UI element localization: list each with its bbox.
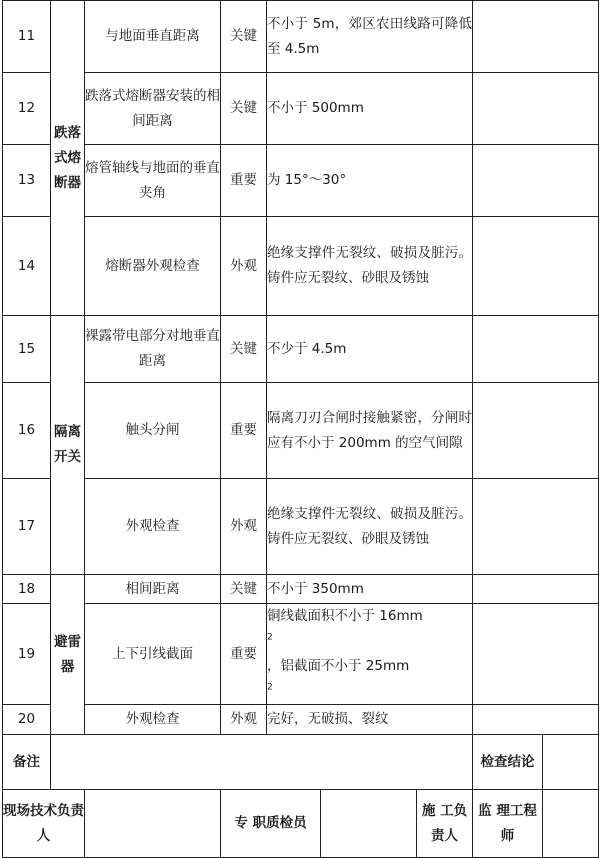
- row-number: 13: [3, 145, 51, 217]
- category-arrester: 避雷器: [51, 575, 85, 735]
- check-level: 关键: [221, 1, 267, 73]
- table-row: [3, 73, 599, 145]
- category-switch: 隔离开关: [51, 316, 85, 575]
- table-row: [3, 604, 599, 705]
- qc-signature[interactable]: [321, 790, 417, 858]
- result-cell: [473, 316, 599, 383]
- requirement: 不小于 5m，郊区农田线路可降低至 4.5m: [267, 1, 473, 73]
- table-row: [3, 383, 599, 479]
- row-number: 18: [3, 575, 51, 604]
- category-fuse: 跌落式熔断器: [51, 1, 85, 316]
- table-row: [3, 705, 599, 735]
- row-number: 17: [3, 479, 51, 575]
- result-cell: [473, 1, 599, 73]
- requirement: 绝缘支撑件无裂纹、破损及脏污。铸件应无裂纹、砂眼及锈蚀: [267, 479, 473, 575]
- requirement: 铜线截面积不小于 16mm $^2$ ，铝截面不小于 25mm $^2$: [267, 604, 473, 705]
- requirement: 不少于 4.5m: [267, 316, 473, 383]
- requirement: 为 15°～30°: [267, 145, 473, 217]
- remarks-field[interactable]: [51, 735, 473, 790]
- remarks-row: [3, 735, 599, 790]
- table-row: [3, 575, 599, 604]
- check-level: 关键: [221, 575, 267, 604]
- result-cell: [473, 217, 599, 316]
- table-row: [3, 316, 599, 383]
- requirement: 不小于 350mm: [267, 575, 473, 604]
- row-number: 11: [3, 1, 51, 73]
- table-row: [3, 217, 599, 316]
- check-item: 与地面垂直距离: [85, 1, 221, 73]
- requirement: 不小于 500mm: [267, 73, 473, 145]
- result-cell: [473, 604, 599, 705]
- result-cell: [473, 145, 599, 217]
- row-number: 12: [3, 73, 51, 145]
- site-tech-label: 现场技术负责人: [3, 790, 85, 858]
- conclusion-label: 检查结论: [473, 735, 543, 790]
- check-item: 熔管轴线与地面的垂直夹角: [85, 145, 221, 217]
- requirement: 完好，无破损、裂纹: [267, 705, 473, 735]
- row-number: 19: [3, 604, 51, 705]
- row-number: 20: [3, 705, 51, 735]
- table-row: [3, 479, 599, 575]
- check-level: 外观: [221, 217, 267, 316]
- result-cell: [473, 705, 599, 735]
- check-item: 裸露带电部分对地垂直距离: [85, 316, 221, 383]
- inspection-table: [2, 0, 599, 858]
- check-level: 重要: [221, 383, 267, 479]
- row-number: 14: [3, 217, 51, 316]
- row-number: 15: [3, 316, 51, 383]
- result-cell: [473, 479, 599, 575]
- qc-label: 专 职质检员: [221, 790, 321, 858]
- table-row: [3, 1, 599, 73]
- result-cell: [473, 383, 599, 479]
- check-level: 关键: [221, 316, 267, 383]
- check-item: 相间距离: [85, 575, 221, 604]
- remarks-label: 备注: [3, 735, 51, 790]
- site-tech-signature[interactable]: [85, 790, 221, 858]
- construction-label: 施 工负责人: [417, 790, 473, 858]
- supervisor-signature[interactable]: [543, 790, 599, 858]
- requirement: 绝缘支撑件无裂纹、破损及脏污。铸件应无裂纹、砂眼及锈蚀: [267, 217, 473, 316]
- result-cell: [473, 575, 599, 604]
- check-item: 熔断器外观检查: [85, 217, 221, 316]
- check-item: 外观检查: [85, 479, 221, 575]
- result-cell: [473, 73, 599, 145]
- check-item: 外观检查: [85, 705, 221, 735]
- requirement: 隔离刀刃合闸时接触紧密，分闸时应有不小于 200mm 的空气间隙: [267, 383, 473, 479]
- supervisor-label: 监 理工程师: [473, 790, 543, 858]
- check-level: 重要: [221, 145, 267, 217]
- signature-row: [3, 790, 599, 858]
- conclusion-field[interactable]: [543, 735, 599, 790]
- check-item: 跌落式熔断器安装的相间距离: [85, 73, 221, 145]
- check-item: 上下引线截面: [85, 604, 221, 705]
- check-level: 关键: [221, 73, 267, 145]
- row-number: 16: [3, 383, 51, 479]
- check-item: 触头分闸: [85, 383, 221, 479]
- check-level: 外观: [221, 705, 267, 735]
- table-row: [3, 145, 599, 217]
- check-level: 外观: [221, 479, 267, 575]
- check-level: 重要: [221, 604, 267, 705]
